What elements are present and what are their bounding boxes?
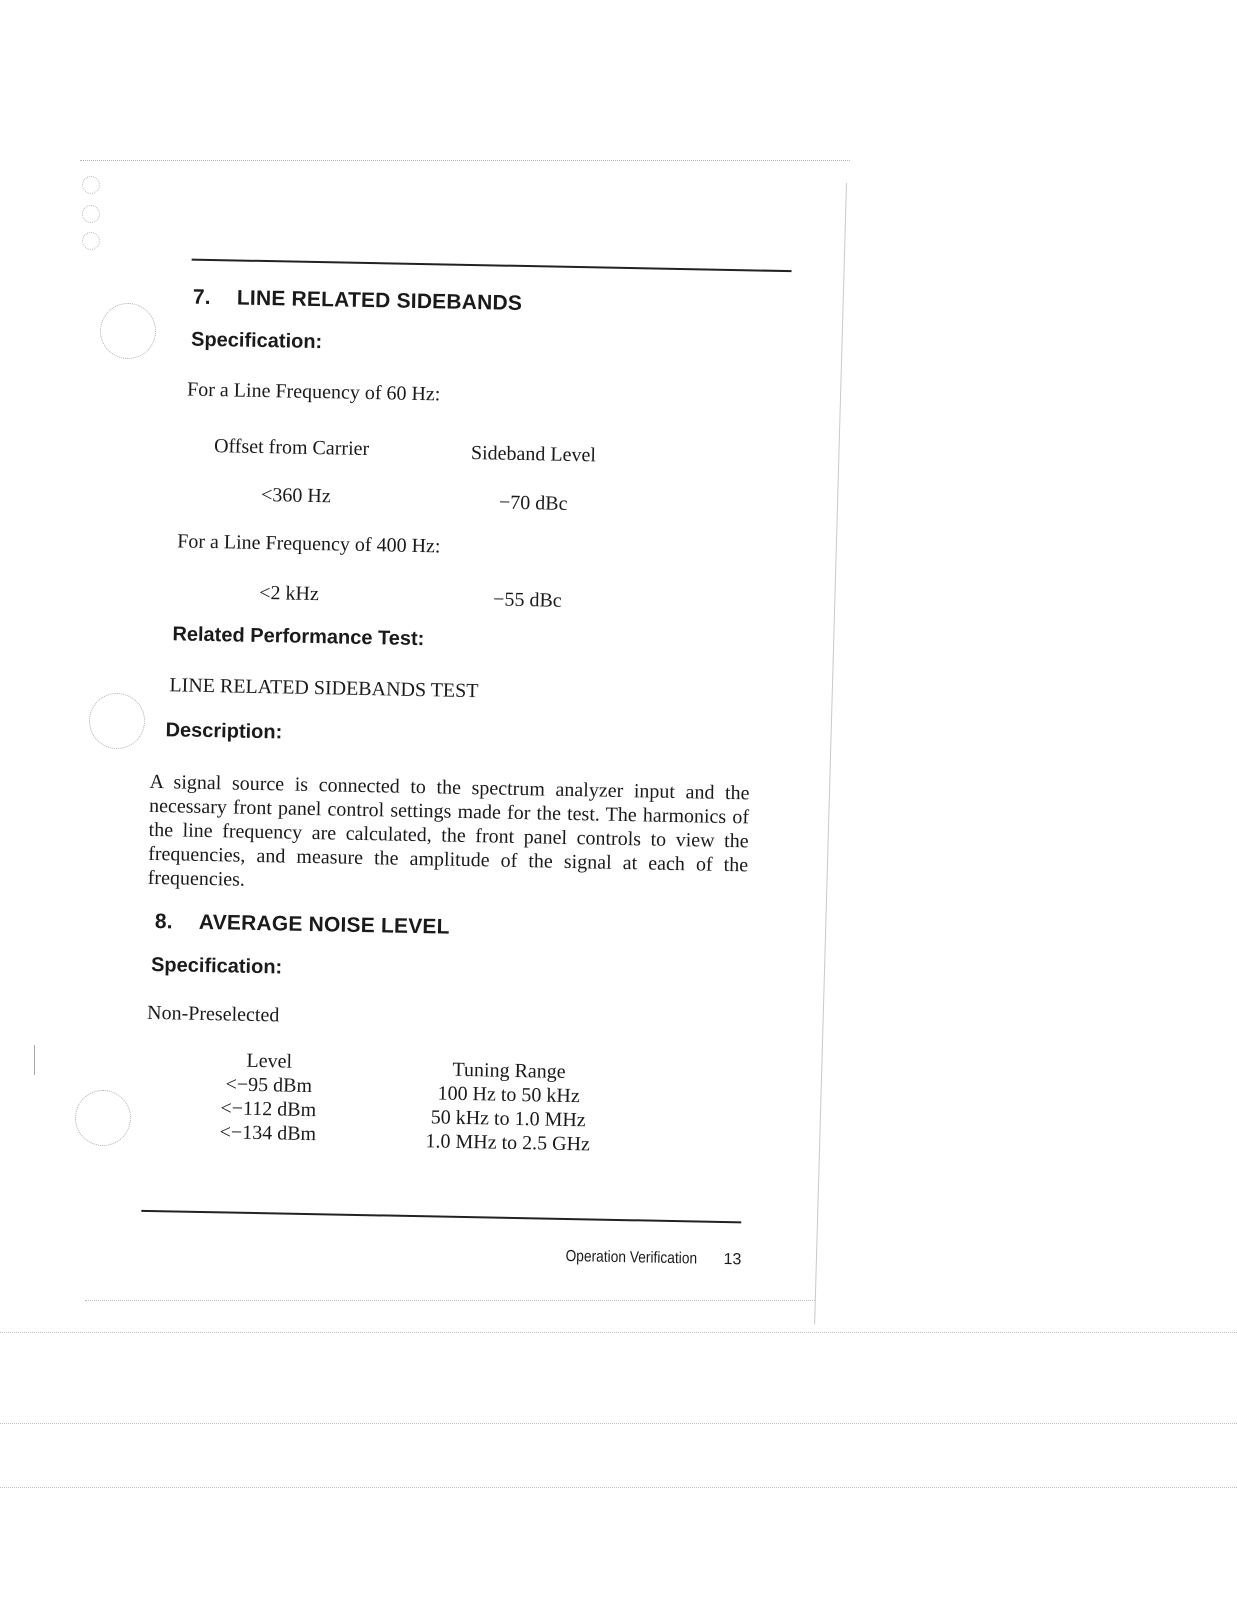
manual-page xyxy=(140,240,800,1302)
binder-mark xyxy=(34,1045,35,1075)
noise-level-value: <−95 dBm xyxy=(225,1073,313,1098)
binder-hole-small xyxy=(82,176,100,194)
level-column-header: Level xyxy=(246,1049,293,1073)
offset-column-header: Offset from Carrier xyxy=(213,435,370,461)
section-7-heading xyxy=(193,286,523,316)
specification-heading: Specification: xyxy=(190,328,323,354)
specification-heading: Specification: xyxy=(150,953,283,979)
section-title: LINE RELATED SIDEBANDS xyxy=(236,286,523,315)
binder-hole-small xyxy=(82,205,100,223)
section-number: 8. xyxy=(154,910,174,934)
offset-value-400: <2 kHz xyxy=(259,581,320,606)
scan-background-line xyxy=(0,1487,1237,1488)
sideband-level-column-header: Sideband Level xyxy=(470,442,597,467)
bottom-rule xyxy=(141,1210,741,1224)
tuning-range-value: 1.0 MHz to 2.5 GHz xyxy=(425,1130,591,1156)
preselection-mode: Non-Preselected xyxy=(146,1001,280,1027)
section-8-heading xyxy=(155,910,450,940)
line-400-label: For a Line Frequency of 400 Hz: xyxy=(177,530,441,558)
noise-level-column xyxy=(203,1048,335,1146)
sideband-level-400: −55 dBc xyxy=(492,588,562,612)
related-test-heading: Related Performance Test: xyxy=(172,623,425,651)
tuning-range-column-header: Tuning Range xyxy=(452,1058,566,1083)
binder-hole xyxy=(89,693,145,749)
binder-hole xyxy=(75,1090,131,1146)
offset-value-60: <360 Hz xyxy=(260,483,331,508)
scan-background-line xyxy=(0,1332,1237,1333)
sideband-level-60: −70 dBc xyxy=(498,491,568,515)
scan-edge-right xyxy=(814,183,847,1325)
noise-level-value: <−112 dBm xyxy=(220,1097,317,1122)
binder-hole-small xyxy=(82,232,100,250)
tuning-range-value: 50 kHz to 1.0 MHz xyxy=(430,1106,586,1132)
section-number: 7. xyxy=(192,285,212,309)
noise-level-value: <−134 dBm xyxy=(219,1121,317,1146)
top-rule xyxy=(192,259,792,273)
binder-hole xyxy=(100,303,156,359)
section-title: AVERAGE NOISE LEVEL xyxy=(198,910,450,939)
line-60-label: For a Line Frequency of 60 Hz: xyxy=(186,378,441,406)
description-paragraph: A signal source is connected to the spectrum analyzer input and the necessary front panel control settings made for the test. The harmonics of the line frequency are calculated, the front panel controls to view the frequencies, and measure the amplitude of the signal at each of the frequencies. xyxy=(147,770,750,891)
footer-label: Operation Verification xyxy=(565,1247,698,1268)
page-number: 13 xyxy=(723,1251,742,1269)
tuning-range-value: 100 Hz to 50 kHz xyxy=(437,1082,580,1108)
scan-edge-top xyxy=(80,160,850,161)
description-heading: Description: xyxy=(165,719,283,744)
scan-background-line xyxy=(0,1423,1237,1424)
related-test-name: LINE RELATED SIDEBANDS TEST xyxy=(169,674,479,703)
tuning-range-column xyxy=(413,1057,605,1157)
